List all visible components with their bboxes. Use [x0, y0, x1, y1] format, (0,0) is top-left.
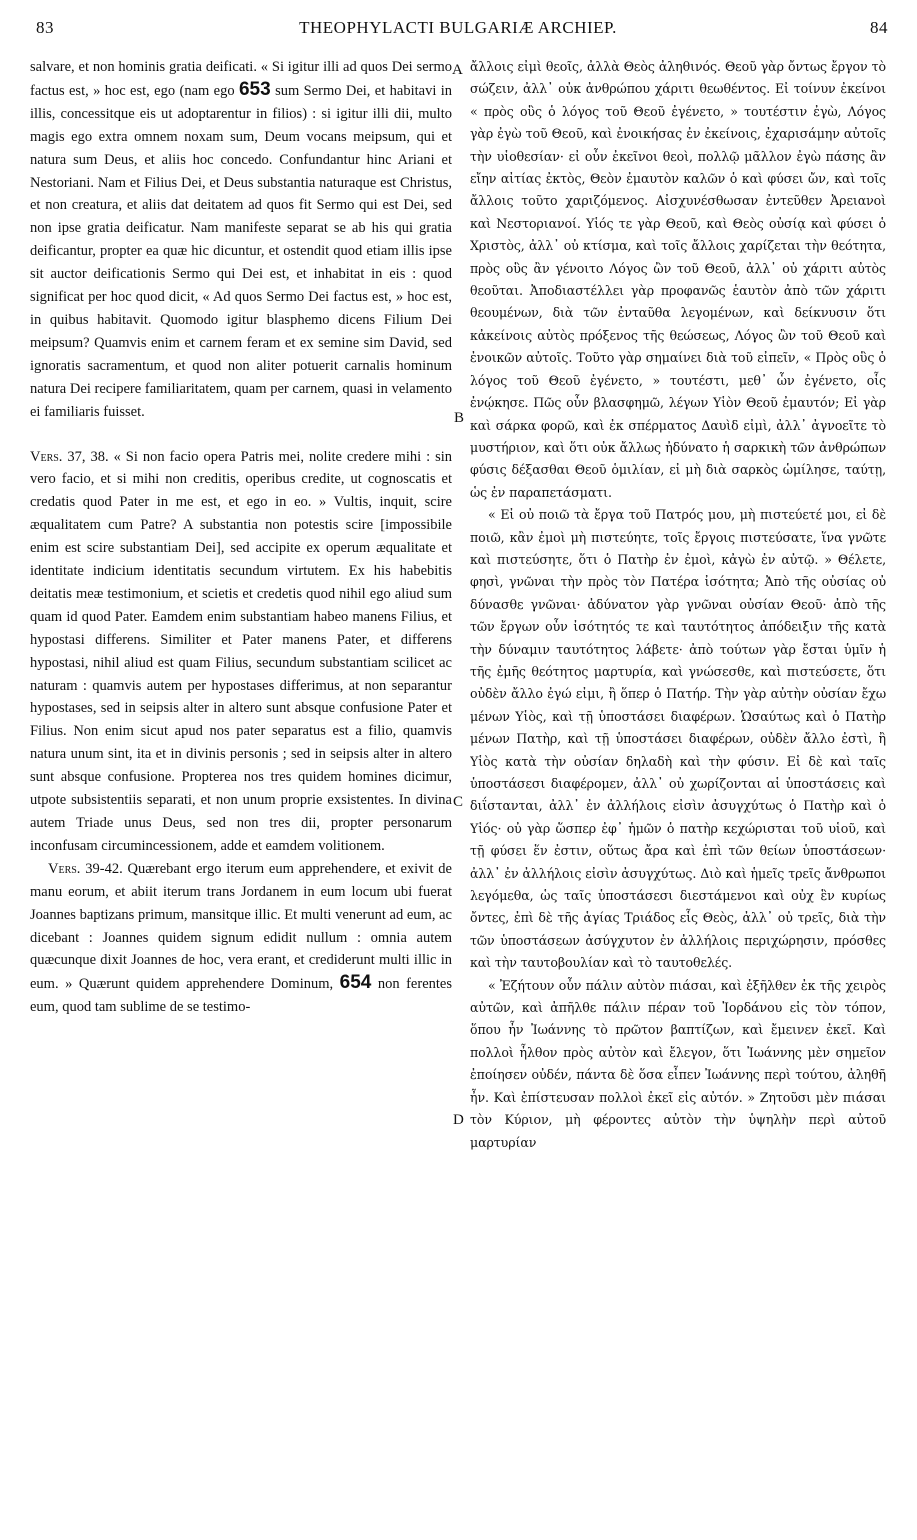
margin-marker-c: C: [453, 794, 464, 810]
greek-paragraph-3: « Ἐζήτουν οὖν πάλιν αὐτὸν πιάσαι, καὶ ἐξῆλθεν ἐκ τῆς χειρὸς αὐτῶν, καὶ ἀπῆλθε πάλιν πέραν τοῦ Ἰορδάνου εἰς τὸν τόπον, ὅπου ἦν Ἰωάννης τὸ πρῶτον βαπτίζων, καὶ ἔμεινεν ἐκεῖ. Καὶ πολλοὶ ἦλθον πρὸς αὐτὸν καὶ ἔλεγον, ὅτι Ἰωάννης μὲν σημεῖον ἐποίησεν οὐδέν, πάντα δὲ ὅσα εἶπεν Ἰωάννης περὶ τούτου, ἀληθῆ ἦν. Καὶ ἐπίστευσαν πολλοὶ ἐκεῖ εἰς αὐτόν. » Ζητοῦσι μὲν πιάσαι τὸν Κύριον, μὴ φέροντες αὐτὸν τὴν ὑψηλὴν περὶ αὐτοῦ μαρτυρίαν: [470, 977, 886, 1150]
latin-paragraph-2: Vers. 37, 38. « Si non facio opera Patris mei, nolite credere mihi : sin vero facio, et si mihi non creditis, operibus credite, ut cognoscatis et credatis quod Pater in me est, et ego in eo. » Vultis, inquit, scire æqualitatem cum Patre? A substantia non potestis scire [impossibile enim est scire substantiam Dei], sed accipite ex operum æqualitate et identitate indicium identitatis secundum virtutem. Ex his habebitis deitatis meæ testimonium, et scietis et credetis quod nihil ego aliud sum quam id quod Pater. Eamdem enim substantiam habeo manens Filius, et hypostasi differens. Similiter et Pater manens Pater, et differens hypostasi, nihil aliud est quam Filius, secundum substantiam scilicet ac naturam : quamvis autem per hypostases differimus, at non separantur hypostases, sed in seipsis alter in altero sunt absque confusione Pater et Filius. Non enim sicut apud nos pater separatus est a filio, quamvis natura unum sint, ita et in divinis personis ; sed in seipsis alter in altero sunt absque confusione. Propterea nos tres quidem homines dicimur, utpote subsistentiis separati, et non unum proprie exsistentes. In divina autem Triade unus Deus, sed non tres dii, propter personarum inconfusam circumincessionem, adde et eamdem volitionem.: [30, 448, 452, 854]
margin-marker-b: B: [454, 410, 465, 426]
column-number-654: 654: [339, 972, 372, 994]
verse-reference: Vers. 37, 38.: [30, 448, 109, 465]
column-number-653: 653: [238, 78, 271, 100]
greek-column: [470, 56, 886, 1526]
margin-marker-a: A: [452, 62, 463, 78]
latin-column: [30, 56, 452, 1526]
running-title: THEOPHYLACTI BULGARIÆ ARCHIEP.: [299, 18, 617, 37]
margin-marker-d: D: [453, 1112, 464, 1128]
latin-paragraph-1: salvare, et non hominis gratia deificati. « Si igitur illi ad quos Dei sermo factus est, » hoc est, ego (nam ego 653 sum Sermo Dei, et habitavi in illis, concessitque eis ut adoptarentur in filios) : si igitur illi dii, multo magis ego extra omnem noxam sum, Deum vocans meipsum, qui et natura sum Deus, et aliis hoc concedo. Confundantur hinc Ariani et Nestoriani. Nam et Filius Dei, et Deus substantia naturaque est Christus, et non creatura, et aliis dat deitatem ad quos fit Sermo qui est Dei, sed non ipse gratia deificatur. Nam manifeste separat se ab his qui gratia deificantur, propter ea quæ hic dicuntur, et ostendit quod etiam illis ipse sit auctor deificationis Sermo qui Dei est, et inhabitat in eis : quod significat per hoc quod dicit, « Ad quos Sermo Dei factus est, » hoc est, in quibus habitavit. Quomodo igitur blasphemo dicens Filium Dei meipsum? Quamvis enim et carnem feram et ex semine sim David, sed ignoratis sacramentum, et quod non aliter potuerit carnalis hominum natura Dei recipere familiaritatem, quam per carnem, quasi in velamento ei familiaris fuisset.: [30, 59, 452, 420]
latin-paragraph-3: Vers. 39-42. Quærebant ergo iterum eum apprehendere, et exivit de manu eorum, et abiit iterum trans Jordanem in eum locum ubi fuerat Joannes baptizans primum, mansitque illic. Et multi venerunt ad eum, ac dicebant : Joannes quidem signum edidit nullum : omnia autem quæcunque dixit Joannes de hoc, vera erant, et crediderunt multi illic in eum. » Quærunt quidem apprehendere Dominum, 654 non ferentes eum, quod tam sublime de se testimo-: [30, 860, 452, 1016]
running-header: [28, 18, 888, 44]
greek-paragraph-2: « Εἰ οὐ ποιῶ τὰ ἔργα τοῦ Πατρός μου, μὴ πιστεύετέ μοι, εἰ δὲ ποιῶ, κἂν ἐμοὶ μὴ πιστεύητε, τοῖς ἔργοις πιστεύσατε, ἵνα γνῶτε καὶ πιστεύσητε, ὅτι ὁ Πατὴρ ἐν ἐμοὶ, κἀγὼ ἐν αὐτῷ. » Θέλετε, φησὶ, γνῶναι τὴν πρὸς τὸν Πατέρα ἰσότητα; Ἀπὸ τῆς οὐσίας οὐ δύνασθε γνῶναι· ἀδύνατον γὰρ γνῶναι οὐσίαν Θεοῦ· ἀπὸ τῆς τῶν ἔργων οὖν ἰσότητός τε καὶ ταυτότητος ἀπόδειξιν τῆς κατὰ τὴν δύναμιν ταυτότητος λάβετε· ἀπὸ τούτων γὰρ ἔσται ὑμῖν ἡ τῆς ἐμῆς θεότητος μαρτυρία, καὶ γνώσεσθε, καὶ πιστεύσετε, ὅτι οὐδὲν ἄλλο ἐγώ εἰμι, ἢ ὅπερ ὁ Πατήρ. Τὴν γὰρ αὐτὴν οὐσίαν ἔχω μένων Υἱὸς, καὶ τῇ ὑποστάσει διαφέρων. Ὡσαύτως καὶ ὁ Πατὴρ μένων Πατὴρ, καὶ τῇ ὑποστάσει διαφέρων, οὐδὲν ἄλλο ἐστὶ, ἢ Υἱὸς κατὰ τὴν οὐσίαν δηλαδὴ καὶ τὴν φύσιν. Εἰ δὲ καὶ ταῖς ὑποστάσεσι διαφέρομεν, ἀλλ᾽ οὐ χωρίζονται αἱ ὑποστάσεις καὶ διΐστανται, ἀλλ᾽ ἐν ἀλλήλοις εἰσὶν ἀσυγχύτως ὁ Πατὴρ καὶ ὁ Υἱός· οὐ γὰρ ὥσπερ ἐφ᾽ ἡμῶν ὁ πατὴρ κεχώρισται τοῦ υἱοῦ, καὶ τῇ φύσει ἕν ἐστιν, οὕτως ἄρα καὶ ἐπὶ τῶν θείων ὑποστάσεων· ἀλλ᾽ ἐν ἀλλήλοις εἰσὶν ἀσυγχύτως. Διὸ καὶ ἡμεῖς τρεῖς ἄνθρωποι λεγόμεθα, ὡς ταῖς ὑποστάσεσι διεστάμενοι καὶ οὐχ ἓν κυρίως ὄντες, ἐπὶ δὲ τῆς ἁγίας Τριάδος εἷς Θεὸς, ἀλλ᾽ οὐ τρεῖς, διὰ τὴν τῶν ὑποστάσεων ἀσύγχυτον ἐν ἀλλήλοις περιχώρησιν, πρόσθες καὶ τὴν ταυτοβουλίαν καὶ τὸ ταυτοθελές.: [470, 507, 886, 971]
greek-paragraph-1: ἄλλοις εἰμὶ θεοῖς, ἀλλὰ Θεὸς ἀληθινός. Θεοῦ γὰρ ὄντως ἔργον τὸ σώζειν, ἀλλ᾽ οὐκ ἀνθρώπου χάριτι θεωθέντος. Εἰ τοίνυν ἐκείνοι « πρὸς οὓς ὁ λόγος τοῦ Θεοῦ ἐγένετο, » τουτέστιν ἐγὼ, Λόγος γὰρ ἐγὼ τοῦ Θεοῦ, καὶ ἐνοικήσας ἐν ἐκείνοις, ἐχαρισάμην αὐτοῖς τὴν υἱοθεσίαν· εἰ οὖν ἐκεῖνοι θεοὶ, πολλῷ μᾶλλον ἐγὼ πάσης ἂν εἴην αἰτίας ἐκτὸς, Θεὸν ἐμαυτὸν καλῶν ὁ καὶ φύσει ὤν, καὶ τοῖς ἄλλοις τοῦτο χαριζόμενος. Αἰσχυνέσθωσαν ἐντεῦθεν Ἀρειανοὶ καὶ Νεστοριανοί. Υἱός τε γὰρ Θεοῦ, καὶ Θεὸς οὐσίᾳ καὶ φύσει ὁ Χριστὸς, ἀλλ᾽ οὐ κτίσμα, καὶ τοῖς ἄλλοις χαρίζεται τὴν θεότητα, πρὸς οὓς ἂν γένοιτο Λόγος ὢν τοῦ Θεοῦ, ἀλλ᾽ οὐ χάριτι αὐτὸς θεοῦται. Ἀποδιαστέλλει γὰρ προφανῶς ἑαυτὸν ἀπὸ τῶν χάριτι θεουμένων, διὰ τῶν ἐνταῦθα λεγομένων, καὶ δείκνυσιν ὅτι κἀκείνοις αὐτὸς πρόξενος τῆς θεώσεως, Λόγος ὢν τοῦ Θεοῦ καὶ ἐνοικῶν αὐτοῖς. Τοῦτο γὰρ σημαίνει διὰ τοῦ εἰπεῖν, « Πρὸς οὓς ὁ λόγος τοῦ Θεοῦ ἐγένετο, » τουτέστι, μεθ᾽ ὧν ἐγένετο, οἷς ἐνῴκησε. Πῶς οὖν βλασφημῶ, λέγων Υἱὸν Θεοῦ ἐμαυτόν; Εἰ γὰρ καὶ σάρκα φορῶ, καὶ ἐκ σπέρματος Δαυὶδ εἰμὶ, ἀλλ᾽ ἀγνοεῖτε τὸ μυστήριον, καὶ ὅτι οὐκ ἄλλως ἠδύνατο ἡ σαρκικὴ τῶν ἀνθρώπων φύσις δέξασθαι Θεοῦ ὁμιλίαν, εἰ μὴ διὰ σαρκὸς ὡμίλησε, ταύτῃ, ὡς ἐν παραπετάσματι.: [470, 59, 886, 500]
verse-reference: Vers. 39-42.: [48, 860, 123, 877]
page-number-right: 84: [870, 18, 888, 37]
page-number-left: 83: [36, 18, 54, 37]
